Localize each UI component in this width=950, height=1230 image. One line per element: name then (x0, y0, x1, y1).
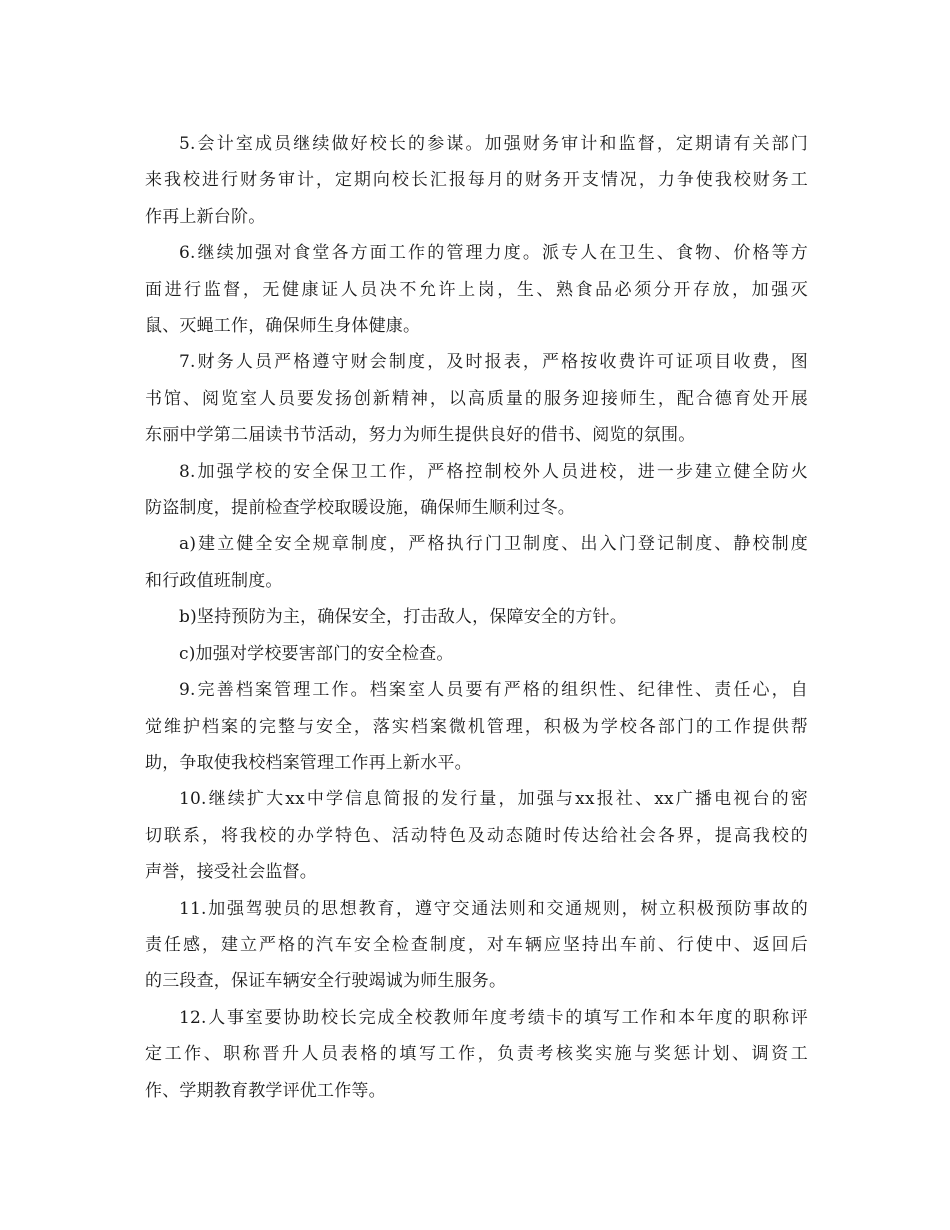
paragraph-line: 11.加强驾驶员的思想教育，遵守交通法则和交通规则，树立积极预防事故的 (179, 898, 808, 919)
paragraph-line: 7.财务人员严格遵守财会制度，及时报表，严格按收费许可证项目收费，图 (179, 352, 808, 373)
paragraph-line: 防盗制度，提前检查学校取暖设施，确保师生顺利过冬。 (145, 498, 575, 519)
paragraph-line: 8.加强学校的安全保卫工作，严格控制校外人员进校，进一步建立健全防火 (179, 461, 808, 482)
paragraph (145, 526, 808, 599)
document-body (145, 126, 808, 1109)
paragraph (145, 636, 808, 672)
paragraph-line: 觉维护档案的完整与安全，落实档案微机管理，积极为学校各部门的工作提供帮 (145, 716, 808, 737)
paragraph-line: 责任感，建立严格的汽车安全检查制度，对车辆应坚持出车前、行使中、返回后 (145, 934, 808, 955)
paragraph-line: 声誉，接受社会监督。 (145, 862, 317, 883)
paragraph-line: c)加强对学校要害部门的安全检查。 (179, 643, 454, 664)
paragraph-line: 10.继续扩大xx中学信息简报的发行量，加强与xx报社、xx广播电视台的密 (179, 789, 808, 810)
paragraph (145, 344, 808, 453)
paragraph-line: b)坚持预防为主，确保安全，打击敌人，保障安全的方针。 (179, 607, 627, 628)
paragraph (145, 126, 808, 235)
paragraph (145, 891, 808, 1000)
paragraph-line: 书馆、阅览室人员要发扬创新精神，以高质量的服务迎接师生，配合德育处开展 (145, 388, 808, 409)
paragraph-line: 的三段查，保证车辆安全行驶竭诚为师生服务。 (145, 971, 507, 992)
paragraph-line: 和行政值班制度。 (145, 570, 283, 591)
paragraph-line: 6.继续加强对食堂各方面工作的管理力度。派专人在卫生、食物、价格等方 (179, 243, 808, 264)
paragraph-line: 东丽中学第二届读书节活动，努力为师生提供良好的借书、阅览的氛围。 (145, 425, 696, 446)
paragraph-line: 鼠、灭蝇工作，确保师生身体健康。 (145, 316, 421, 337)
paragraph-line: 来我校进行财务审计，定期向校长汇报每月的财务开支情况，力争使我校财务工 (145, 170, 808, 191)
paragraph (145, 235, 808, 344)
paragraph (145, 454, 808, 527)
paragraph-line: 9.完善档案管理工作。档案室人员要有严格的组织性、纪律性、责任心，自 (179, 680, 808, 701)
paragraph-line: 定工作、职称晋升人员表格的填写工作，负责考核奖实施与奖惩计划、调资工 (145, 1044, 808, 1065)
paragraph-line: 5.会计室成员继续做好校长的参谋。加强财务审计和监督，定期请有关部门 (179, 134, 808, 154)
paragraph (145, 781, 808, 890)
paragraph-line: 作、学期教育教学评优工作等。 (145, 1080, 386, 1101)
paragraph-line: 助，争取使我校档案管理工作再上新水平。 (145, 752, 472, 773)
paragraph (145, 1000, 808, 1109)
paragraph-line: 切联系，将我校的办学特色、活动特色及动态随时传达给社会各界，提高我校的 (145, 825, 808, 846)
paragraph (145, 672, 808, 781)
paragraph-line: 作再上新台阶。 (145, 206, 266, 227)
paragraph-line: 12.人事室要协助校长完成全校教师年度考绩卡的填写工作和本年度的职称评 (179, 1007, 808, 1028)
paragraph-line: 面进行监督，无健康证人员决不允许上岗，生、熟食品必须分开存放，加强灭 (145, 279, 808, 300)
paragraph-line: a)建立健全安全规章制度，严格执行门卫制度、出入门登记制度、静校制度 (179, 534, 808, 555)
paragraph (145, 599, 808, 635)
